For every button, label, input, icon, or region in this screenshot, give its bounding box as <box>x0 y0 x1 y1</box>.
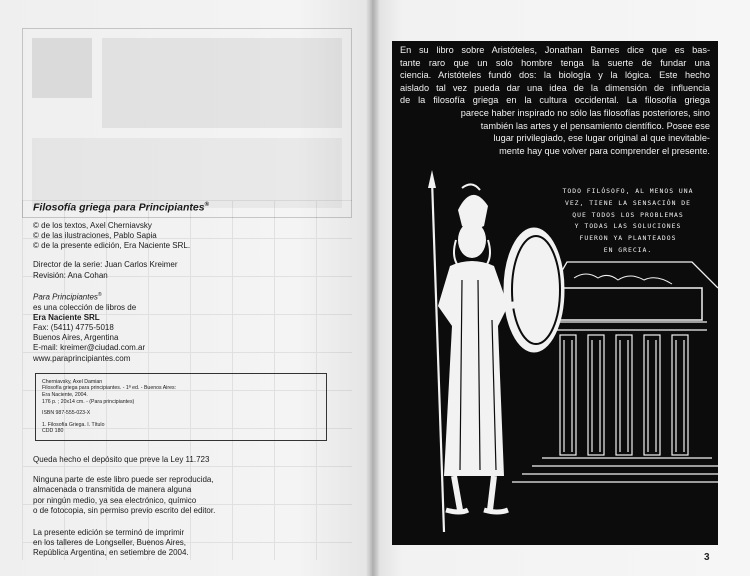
printing-block <box>33 528 353 559</box>
printing-line: La presente edición se terminó de imprimir <box>33 527 185 537</box>
intro-line: parece haber inspirado no sólo las filosofías posteriores, sino <box>460 107 710 118</box>
intro-line: también las artes y el pensamiento científico. Posee ese <box>480 120 710 131</box>
speech-line: QUE TODOS LOS PROBLEMAS <box>572 210 684 219</box>
speech-line: Y TODAS LAS SOLUCIONES <box>574 222 682 231</box>
registered-mark: ® <box>204 202 209 208</box>
series-director: Director de la serie: Juan Carlos Kreimer <box>33 260 178 270</box>
publisher-city: Buenos Aires, Argentina <box>33 333 119 343</box>
publisher-website: www.paraprincipiantes.com <box>33 353 131 363</box>
intro-paragraph <box>400 44 710 157</box>
series-name-text: Para Principiantes <box>33 292 98 302</box>
book-title-text: Filosofía griega para Principiantes <box>33 201 205 214</box>
rights-block <box>33 475 353 516</box>
intro-line: ciencia. Aristóteles fundó dos: la biología y la lógica. Este hecho <box>400 70 710 81</box>
intro-line: aislado tal vez pueda dar una idea de la dimensión de influencia <box>400 82 710 93</box>
rights-line: por ningún medio, ya sea electrónico, químico <box>33 495 197 505</box>
publisher-fax: Fax: (5411) 4775-5018 <box>33 322 114 332</box>
copyright-block <box>33 221 353 252</box>
revision-credit: Revisión: Ana Cohan <box>33 270 108 280</box>
page-number: 3 <box>704 552 710 563</box>
rights-line: almacenada o transmitida de manera alguna <box>33 485 192 495</box>
series-registered-mark: ® <box>97 291 102 298</box>
speech-caption <box>538 186 718 257</box>
intro-line: mente hay que volver para comprender el presente. <box>499 145 710 156</box>
catalog-line: 176 p. ; 20x14 cm. - (Para principiantes) <box>42 398 135 405</box>
book-title <box>33 200 353 213</box>
intro-line: tante raro que un solo hombre tenga la suerte de fundar una <box>400 57 710 68</box>
credits-block <box>33 200 353 568</box>
rights-line: Ninguna parte de este libro puede ser reproducida, <box>33 475 214 485</box>
catalog-line: Cherniavsky, Axel Damian <box>42 378 103 385</box>
catalog-isbn: ISBN 987-555-023-X <box>42 410 91 417</box>
speech-line: VEZ, TIENE LA SENSACIÓN DE <box>564 198 692 207</box>
publisher-email: E-mail: kreimer@ciudad.com.ar <box>33 343 146 353</box>
copyright-texts: © de los textos, Axel Cherniavsky <box>33 220 152 230</box>
copyright-edition: © de la presente edición, Era Naciente SRL. <box>33 241 191 251</box>
legal-deposit <box>33 455 353 465</box>
publisher-line: es una colección de libros de <box>33 302 137 312</box>
catalog-line: Era Naciente, 2004. <box>42 391 88 398</box>
speech-line: EN GRECIA. <box>603 245 653 254</box>
intro-line: lugar privilegiado, ese lugar original al que inevitable- <box>493 133 710 144</box>
copyright-illustrations: © de las ilustraciones, Pablo Sapia <box>33 230 157 240</box>
speech-line: FUERON YA PLANTEADOS <box>579 234 677 243</box>
catalog-line: 1. Filosofía Griega. I. Título <box>42 421 105 428</box>
catalog-line: CDD 180 <box>42 428 64 435</box>
publisher-block <box>33 290 353 364</box>
book-gutter <box>366 0 380 576</box>
intro-line: de la filosofía griega en la cultura occidental. La filosofía griega <box>400 95 710 106</box>
printing-line: en los talleres de Longseller, Buenos Aires, <box>33 538 186 548</box>
series-name <box>33 290 353 303</box>
printing-line: República Argentina, en setiembre de 2004. <box>33 548 189 558</box>
direction-block <box>33 260 353 280</box>
rights-line: o de fotocopia, sin permiso previo escrito del editor. <box>33 505 216 515</box>
catalog-line: Filosofía griega para principiantes. - 1ª ed. - Buenos Aires: <box>42 385 176 392</box>
legal-deposit-text: Queda hecho el depósito que preve la Ley 11.723 <box>33 454 210 464</box>
intro-line: En su libro sobre Aristóteles, Jonathan Barnes dice que es bas- <box>400 45 710 55</box>
speech-line: TODO FILÓSOFO, AL MENOS UNA <box>562 187 694 195</box>
show-through-cover-image <box>22 28 352 218</box>
publisher-name: Era Naciente SRL <box>33 312 100 322</box>
catalog-record-box <box>35 373 327 441</box>
